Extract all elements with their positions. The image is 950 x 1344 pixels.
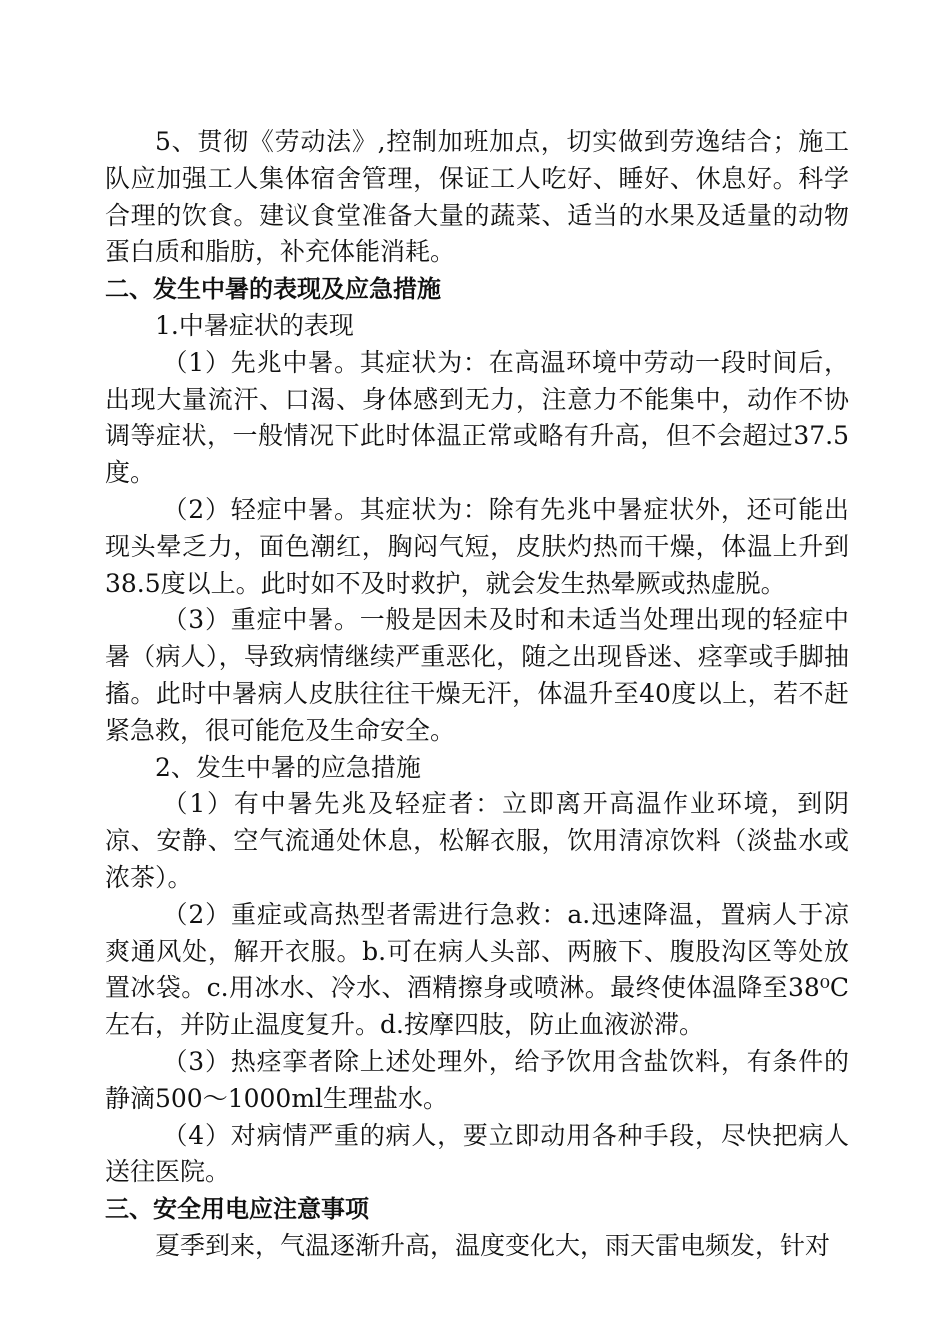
paragraph-measure-3: （3）热痉挛者除上述处理外，给予饮用含盐饮料，有条件的静滴500～1000ml生理盐水。 [105, 1046, 849, 1113]
section-heading-electricity: 三、安全用电应注意事项 [105, 1195, 369, 1224]
paragraph-measure-4: （4）对病情严重的病人，要立即动用各种手段，尽快把病人送往医院。 [105, 1120, 849, 1187]
subheading-symptoms: 1.中暑症状的表现 [155, 310, 354, 340]
paragraph-precursor-heatstroke: （1）先兆中暑。其症状为：在高温环境中劳动一段时间后，出现大量流汗、口渴、身体感到无力，注意力不能集中，动作不协调等症状，一般情况下此时体温正常或略有升高，但不会超过37.5度。 [105, 347, 849, 488]
subheading-emergency-measures: 2、发生中暑的应急措施 [155, 752, 421, 782]
document-page [105, 124, 849, 1265]
paragraph-measure-2: （2）重症或高热型者需进行急救：a.迅速降温，置病人于凉爽通风处，解开衣服。b.可在病人头部、两腋下、腹股沟区等处放置冰袋。c.用冰水、冷水、酒精擦身或喷淋。最终使体温降至38⁰C左右，并防止温度复升。d.按摩四肢，防止血液淤滞。 [105, 899, 849, 1040]
paragraph-severe-heatstroke: （3）重症中暑。一般是因未及时和未适当处理出现的轻症中暑（病人），导致病情继续严重恶化，随之出现昏迷、痉挛或手脚抽搐。此时中暑病人皮肤往往干燥无汗，体温升至40度以上，若不赶紧急救，很可能危及生命安全。 [105, 605, 849, 745]
section-heading-heatstroke: 二、发生中暑的表现及应急措施 [105, 275, 441, 304]
paragraph-summer-electricity: 夏季到来，气温逐渐升高，温度变化大，雨天雷电频发，针对 [155, 1230, 831, 1260]
paragraph-mild-heatstroke: （2）轻症中暑。其症状为：除有先兆中暑症状外，还可能出现头晕乏力，面色潮红，胸闷气短，皮肤灼热而干燥，体温上升到38.5度以上。此时如不及时救护，就会发生热晕厥或热虚脱。 [105, 494, 849, 598]
paragraph-measure-1: （1）有中暑先兆及轻症者：立即离开高温作业环境，到阴凉、安静、空气流通处休息，松解衣服，饮用清凉饮料（淡盐水或浓茶）。 [105, 789, 849, 892]
paragraph-labor-law: 5、贯彻《劳动法》,控制加班加点，切实做到劳逸结合；施工队应加强工人集体宿舍管理，保证工人吃好、睡好、休息好。科学合理的饮食。建议食堂准备大量的蔬菜、适当的水果及适量的动物蛋白质和脂肪，补充体能消耗。 [105, 127, 849, 267]
